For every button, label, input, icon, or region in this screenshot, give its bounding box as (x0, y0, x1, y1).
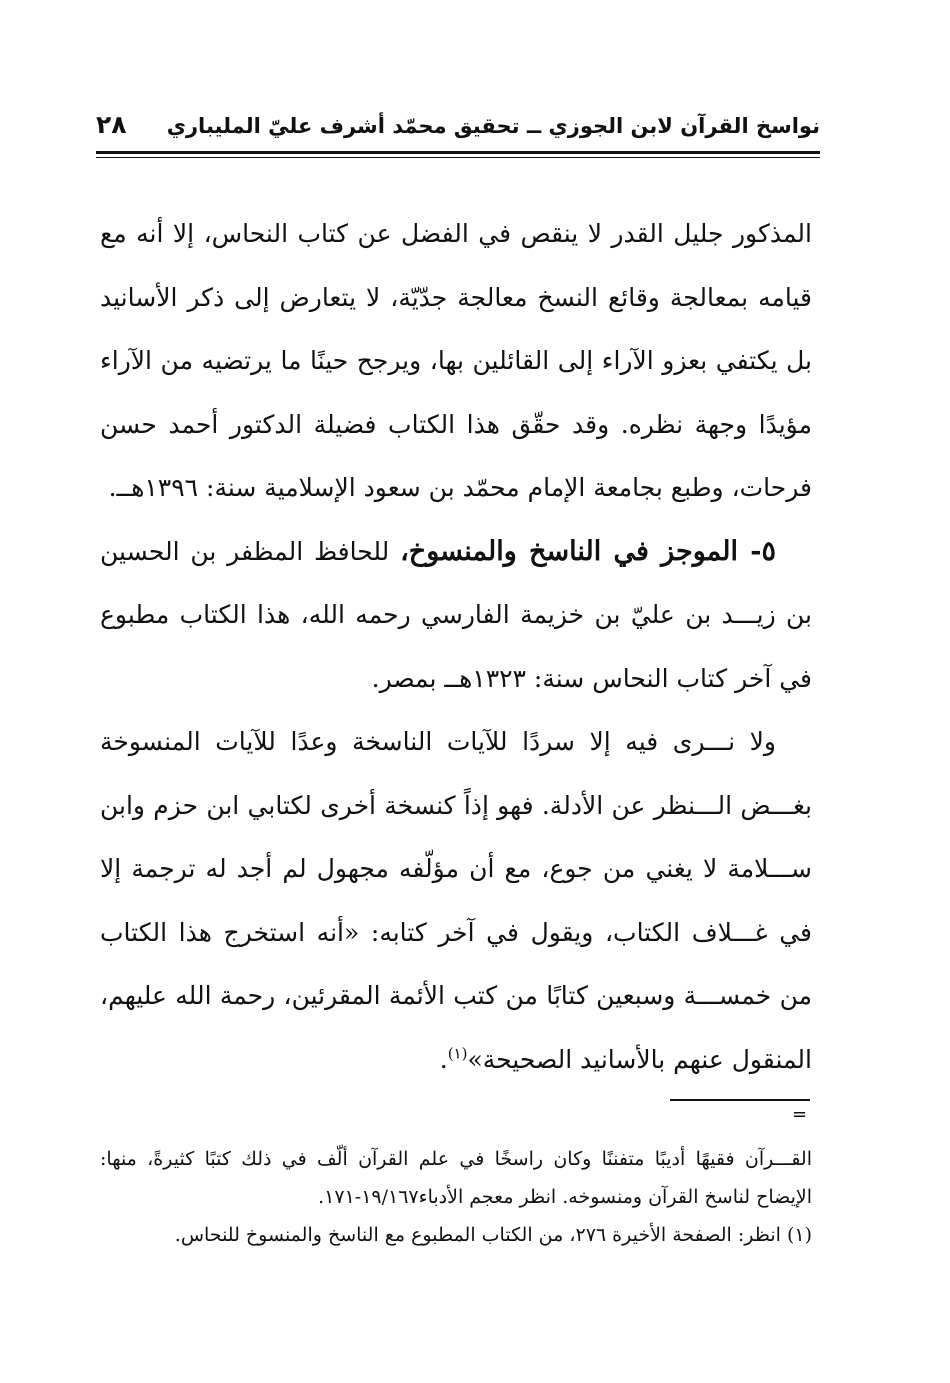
header-title: نواسخ القرآن لابن الجوزي ــ تحقيق محمّد أشرف عليّ المليباري (166, 114, 820, 138)
footnote-separator (670, 1099, 810, 1101)
footnote-continued: القـــرآن فقيهًا أديبًا متفننًا وكان راسخًا في علم القرآن ألّف في ذلك كتبًا كثيرةً، منها: الإيضاح لناسخ القرآن ومنسوخه. انظر معجم الأدباء١٩/١٦٧-١٧١. (100, 1148, 812, 1208)
footnote-continuation-mark: = (792, 1104, 808, 1125)
body-text (100, 202, 812, 1091)
paragraph-3-end: . (439, 1044, 448, 1074)
header-rule-thin (96, 157, 820, 158)
paragraph-1: المذكور جليل القدر لا ينقص في الفضل عن كتاب النحاس، إلا أنه مع قيامه بمعالجة وقائع النسخ معالجة جدّيّة، لا يتعارض إلى ذكر الأسانيد بل يكتفي بعزو الآراء إلى القائلين بها، ويرجح حينًا ما يرتضيه من الآراء مؤيدًا وجهة نظره. وقد حقّق هذا الكتاب فضيلة الدكتور أحمد حسن فرحات، وطبع بجامعة الإمام محمّد بن سعود الإسلامية سنة: ١٣٩٦هــ. (100, 219, 812, 502)
running-header (96, 108, 820, 152)
paragraph-2 (100, 520, 812, 711)
paragraph-3 (100, 710, 812, 1091)
footnote-1: (١) انظر: الصفحة الأخيرة ٢٧٦، من الكتاب المطبوع مع الناسخ والمنسوخ للنحاس. (174, 1224, 812, 1246)
header-rule-thick (96, 151, 820, 154)
paragraph-2-text: للحافظ المظفر بن الحسين بن زيـــد بن عليّ بن خزيمة الفارسي رحمه الله، هذا الكتاب مطبوع في آخر كتاب النحاس سنة: ١٣٢٣هــ بمصر. (100, 536, 812, 693)
paragraph-3-text: ولا نـــرى فيه إلا سردًا للآيات الناسخة وعدًا للآيات المنسوخة بغـــض الـــنظر عن الأدلة. فهو إذاً كنسخة أخرى لكتابي ابن حزم وابن ســـلامة لا يغني من جوع، مع أن مؤلّفه مجهول لم أجد له ترجمة إلا في غـــلاف الكتاب، ويقول في آخر كتابه: «أنه استخرج هذا الكتاب من خمســـة وسبعين كتابًا من كتب الأئمة المقرئين، رحمة الله عليهم، المنقول عنهم بالأسانيد الصحيحة» (100, 727, 812, 1074)
book-title-bold: ٥- الموجز في الناسخ والمنسوخ، (400, 535, 776, 567)
footnotes (100, 1140, 812, 1254)
page-number: ٢٨ (96, 110, 127, 139)
footnote-reference: (١) (447, 1044, 468, 1063)
